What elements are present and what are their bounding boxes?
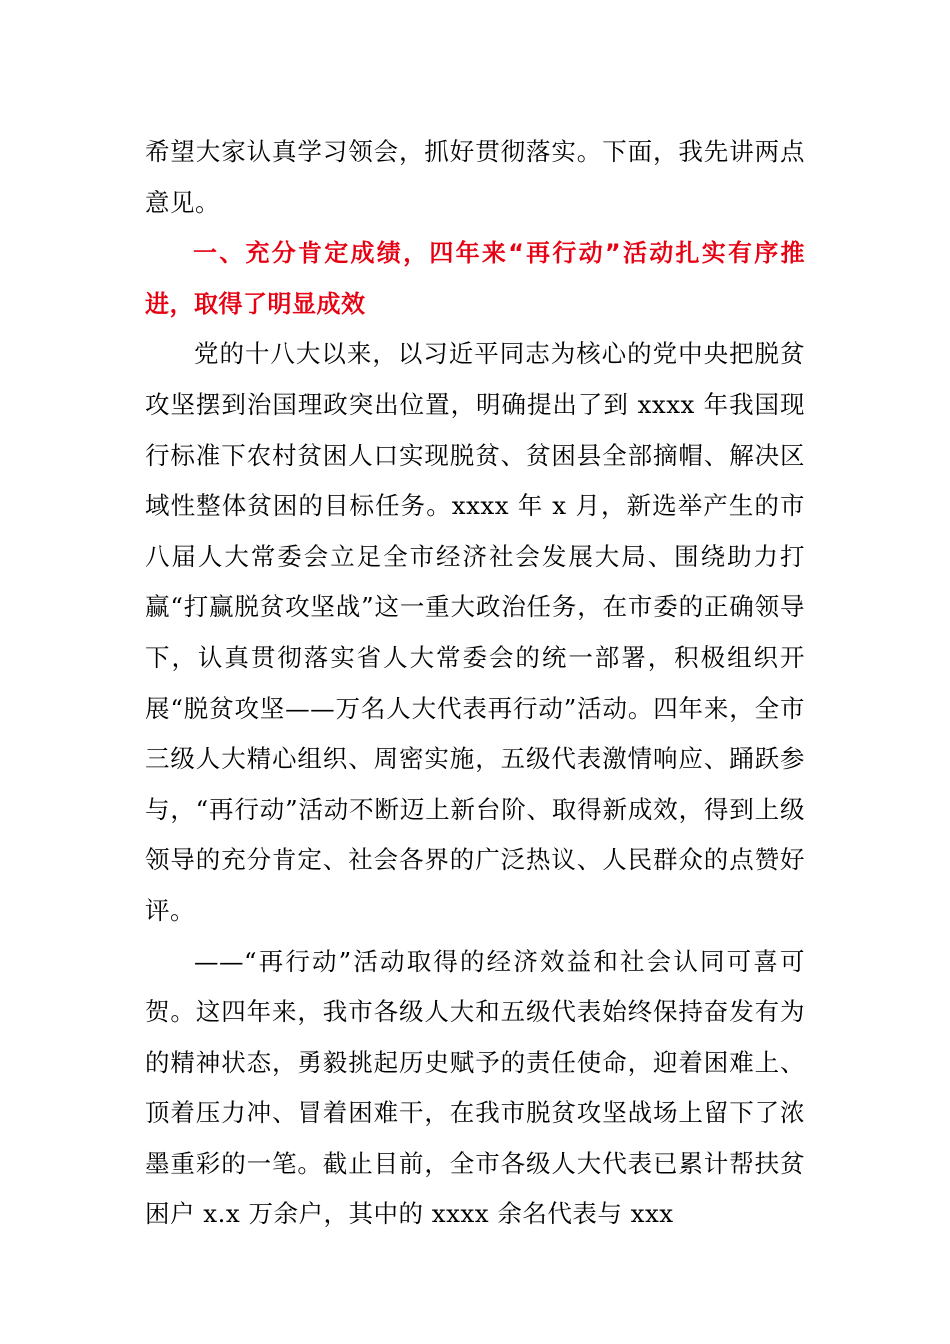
paragraph-background: 党的十八大以来，以习近平同志为核心的党中央把脱贫攻坚摆到治国理政突出位置，明确提出了到 xxxx 年我国现行标准下农村贫困人口实现脱贫、贫困县全部摘帽、解决区域性整体贫困的目标任务。xxxx 年 x 月，新选举产生的市八届人大常委会立足全市经济社会发展大局、围绕助力打赢“打赢脱贫攻坚战”这一重大政治任务，在市委的正确领导下，认真贯彻落实省人大常委会的统一部署，积极组织开展“脱贫攻坚——万名人大代表再行动”活动。四年来，全市三级人大精心组织、周密实施，五级代表激情响应、踊跃参与，“再行动”活动不断迈上新台阶、取得新成效，得到上级领导的充分肯定、社会各界的广泛热议、人民群众的点赞好评。 xyxy=(145,339,805,925)
paragraph-achievements: ——“再行动”活动取得的经济效益和社会认同可喜可贺。这四年来，我市各级人大和五级代表始终保持奋发有为的精神状态，勇毅挑起历史赋予的责任使命，迎着困难上、顶着压力冲、冒着困难干，在我市脱贫攻坚战场上留下了浓墨重彩的一笔。截止目前，全市各级人大代表已累计帮扶贫困户 x.x 万余户，其中的 xxxx 余名代表与 xxx xyxy=(145,946,805,1229)
paragraph-intro-continuation: 希望大家认真学习领会，抓好贯彻落实。下面，我先讲两点意见。 xyxy=(145,137,805,217)
document-body xyxy=(145,127,805,1240)
section-heading-one: 一、充分肯定成绩，四年来“再行动”活动扎实有序推进，取得了明显成效 xyxy=(145,239,805,318)
